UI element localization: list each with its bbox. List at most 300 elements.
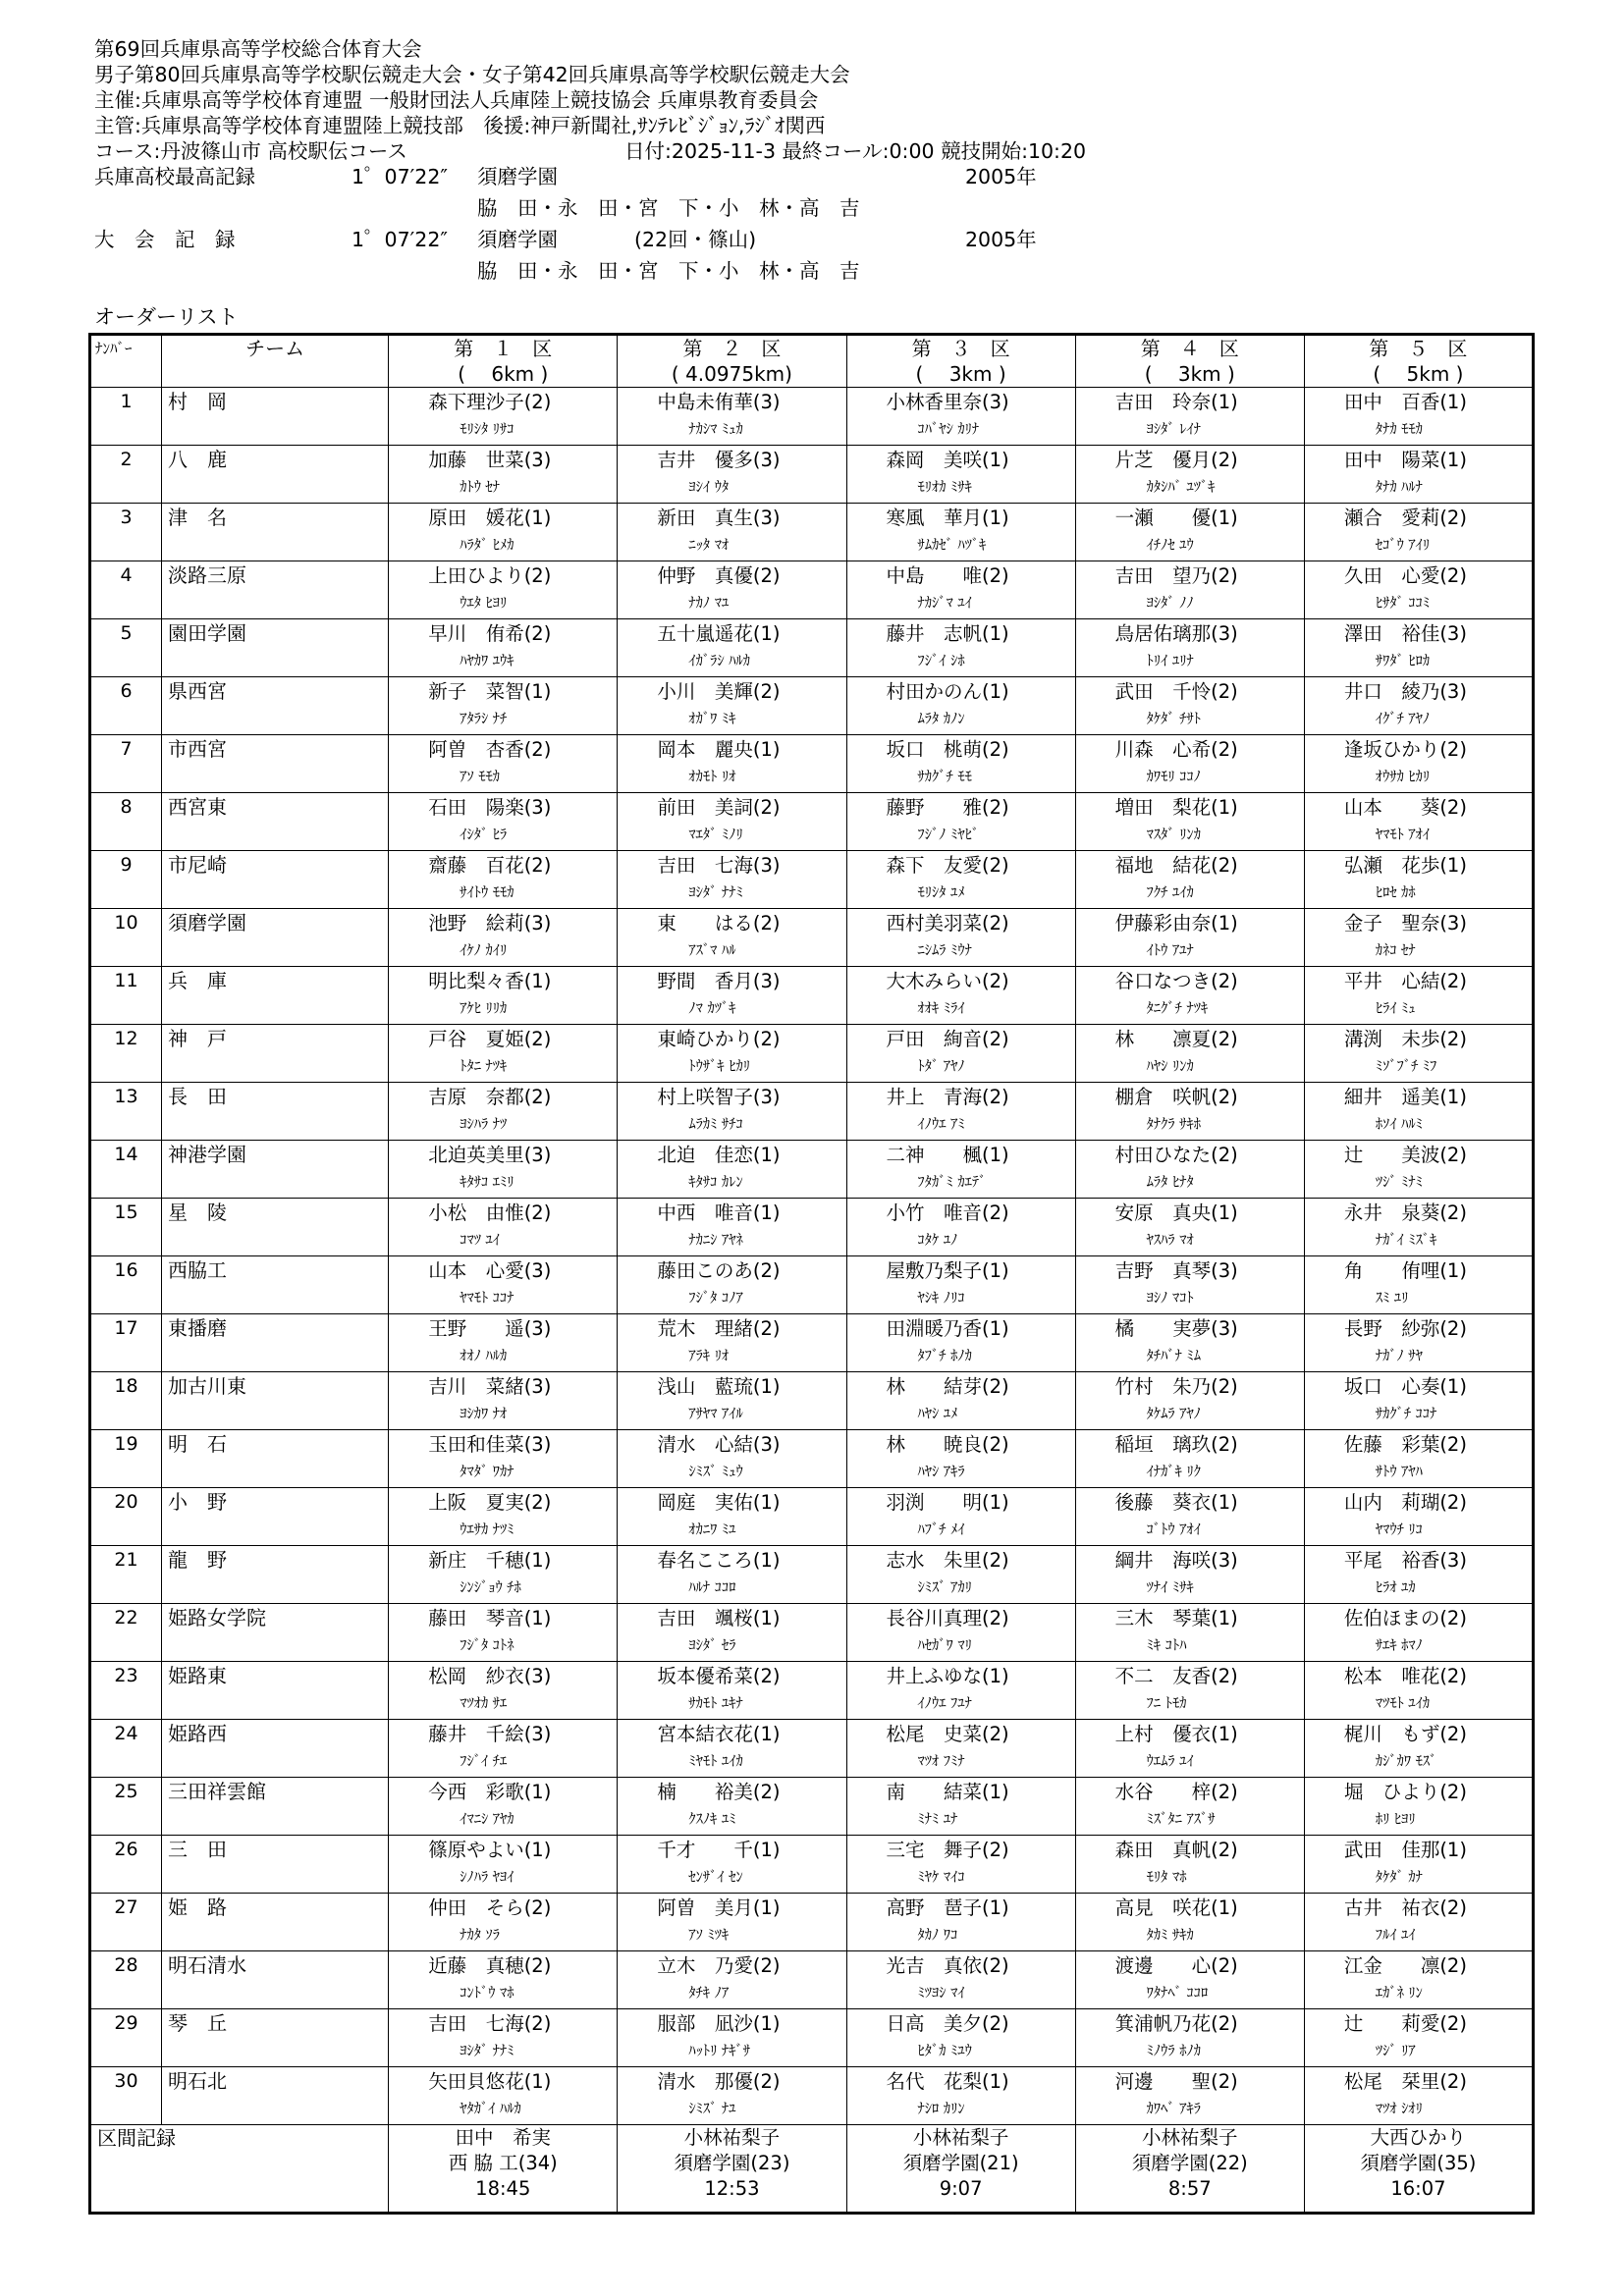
runner-name-leg5: 澤田 裕佳(3) <box>1343 622 1467 645</box>
meet-record-team: 須磨学園 <box>477 228 558 251</box>
runner-name-leg4: 村田ひなた(2) <box>1114 1144 1238 1166</box>
runner-name-leg2: 阿曽 美月(1) <box>657 1896 781 1919</box>
runner-name-leg2: 春名こころ(1) <box>657 1549 781 1572</box>
section-record-leg2-team: 須磨学園(23) <box>674 2152 790 2174</box>
team-number: 17 <box>114 1317 138 1339</box>
table-row <box>90 1894 1534 1951</box>
runner-kana-leg3: ﾏﾂｵ ﾌﾐﾅ <box>917 1754 965 1770</box>
runner-kana-leg2: ﾊﾙﾅ ｺｺﾛ <box>688 1580 736 1596</box>
runner-name-leg3: 井上ふゆな(1) <box>886 1665 1009 1687</box>
runner-kana-leg3: ｻｶｸﾞﾁ ﾓﾓ <box>917 770 972 785</box>
runner-kana-leg2: ﾅｶｼﾏ ﾐｭｶ <box>688 422 743 438</box>
runner-name-leg2: 荒木 理緒(2) <box>657 1317 781 1340</box>
runner-name-leg1: 原田 媛花(1) <box>428 507 552 529</box>
team-name: 姫路女学院 <box>168 1606 267 1629</box>
team-name: 市西宮 <box>168 737 228 761</box>
runner-name-leg3: 中島 唯(2) <box>886 564 1009 587</box>
runner-kana-leg2: ｲｶﾞﾗｼ ﾊﾙｶ <box>688 654 750 669</box>
runner-name-leg1: 森下理沙子(2) <box>428 391 552 413</box>
table-row <box>90 793 1534 851</box>
runner-kana-leg2: ｵｶﾓﾄ ﾘｵ <box>688 770 736 785</box>
runner-name-leg5: 井口 綾乃(3) <box>1343 680 1467 703</box>
section-record-leg5-time: 16:07 <box>1390 2177 1446 2200</box>
runner-kana-leg5: ｶｼﾞｶﾜ ﾓｽﾞ <box>1375 1754 1437 1770</box>
runner-name-leg3: 森下 友愛(2) <box>886 854 1009 877</box>
runner-name-leg1: 今西 彩歌(1) <box>428 1781 552 1803</box>
runner-name-leg3: 小竹 唯音(2) <box>886 1201 1009 1224</box>
runner-name-leg1: 早川 侑希(2) <box>428 622 552 645</box>
team-number: 25 <box>114 1781 138 1802</box>
table-row <box>90 1025 1534 1083</box>
runner-kana-leg2: ｻｶﾓﾄ ﾕｷﾅ <box>688 1696 743 1712</box>
runner-name-leg2: 五十嵐遥花(1) <box>657 622 781 645</box>
runner-kana-leg4: ﾀｶﾐ ｻｷｶ <box>1146 1928 1194 1944</box>
runner-kana-leg2: ﾏｴﾀﾞ ﾐﾉﾘ <box>688 828 743 843</box>
runner-name-leg2: 新田 真生(3) <box>657 507 781 529</box>
runner-kana-leg4: ﾏｽﾀﾞ ﾘﾝｶ <box>1146 828 1202 843</box>
runner-name-leg3: 村田かのん(1) <box>886 680 1009 703</box>
team-name: 長 田 <box>168 1085 228 1108</box>
runner-kana-leg5: ｲｸﾞﾁ ｱﾔﾉ <box>1375 712 1431 727</box>
runner-kana-leg2: ｱｿ ﾐﾂｷ <box>688 1928 730 1944</box>
runner-kana-leg5: ﾋｻﾀﾞ ｺｺﾐ <box>1375 596 1431 612</box>
race-title: 男子第80回兵庫県高等学校駅伝競走大会・女子第42回兵庫県高等学校駅伝競走大会 <box>94 63 850 86</box>
runner-kana-leg5: ｻｶｸﾞﾁ ｺｺﾅ <box>1375 1407 1437 1422</box>
runner-name-leg4: 伊藤彩由奈(1) <box>1114 912 1238 934</box>
team-name: 津 名 <box>168 506 228 529</box>
header-leg2: 第 ２ 区 <box>682 337 782 360</box>
runner-name-leg5: 細井 遥美(1) <box>1343 1086 1467 1108</box>
runner-name-leg5: 武田 佳那(1) <box>1343 1839 1467 1861</box>
runner-kana-leg3: ﾌﾀｶﾞﾐ ｶｴﾃﾞ <box>917 1175 987 1191</box>
runner-name-leg3: 井上 青海(2) <box>886 1086 1009 1108</box>
runner-name-leg1: 藤田 琴音(1) <box>428 1607 552 1629</box>
runner-kana-leg3: ﾄﾀﾞ ｱﾔﾉ <box>917 1059 965 1075</box>
order-list-title: オーダーリスト <box>94 305 239 329</box>
runner-kana-leg1: ﾅｶﾀ ｿﾗ <box>460 1928 501 1944</box>
runner-name-leg4: 林 凛夏(2) <box>1114 1028 1238 1050</box>
header-leg1-distance: ( 6km ) <box>458 362 549 386</box>
runner-kana-leg5: ﾅｶﾞﾉ ｻﾔ <box>1375 1349 1423 1364</box>
runner-name-leg5: 田中 百香(1) <box>1343 391 1467 413</box>
runner-kana-leg2: ﾖｼﾀﾞ ｾﾗ <box>688 1638 736 1654</box>
team-name: 村 岡 <box>168 390 228 413</box>
runner-name-leg1: 篠原やよい(1) <box>428 1839 552 1861</box>
runner-name-leg3: 藤井 志帆(1) <box>886 622 1009 645</box>
hs-record-runners: 脇 田・永 田・宮 下・小 林・高 吉 <box>477 196 860 220</box>
section-record-leg5-team: 須磨学園(35) <box>1360 2152 1477 2174</box>
runner-name-leg3: 松尾 史菜(2) <box>886 1723 1009 1745</box>
table-row <box>90 1546 1534 1604</box>
runner-kana-leg2: ｼﾐｽﾞ ﾅﾕ <box>688 2102 736 2117</box>
runner-name-leg3: 羽渕 明(1) <box>886 1491 1009 1514</box>
team-name: 兵 庫 <box>168 969 228 992</box>
runner-name-leg2: 吉田 颯桜(1) <box>657 1607 781 1629</box>
runner-name-leg2: 東 はる(2) <box>657 912 781 934</box>
team-number: 30 <box>114 2070 138 2092</box>
runner-kana-leg4: ｲﾄｳ ｱﾕﾅ <box>1146 943 1194 959</box>
runner-name-leg4: 橘 実夢(3) <box>1114 1317 1238 1340</box>
team-number: 3 <box>120 507 133 528</box>
runner-name-leg5: 堀 ひより(2) <box>1343 1781 1467 1803</box>
runner-kana-leg4: ﾐﾉｳﾗ ﾎﾉｶ <box>1146 2044 1202 2059</box>
runner-name-leg5: 辻 美波(2) <box>1343 1144 1467 1166</box>
section-record-leg1-time: 18:45 <box>475 2177 531 2200</box>
section-record-leg2-time: 12:53 <box>704 2177 760 2200</box>
runner-kana-leg5: ﾋﾗｲ ﾐｭ <box>1375 1001 1416 1017</box>
runner-name-leg5: 長野 紗弥(2) <box>1343 1317 1467 1340</box>
runner-name-leg5: 山内 莉瑚(2) <box>1343 1491 1467 1514</box>
team-number: 10 <box>114 912 138 934</box>
table-row <box>90 504 1534 561</box>
runner-kana-leg3: ﾊﾔｼ ｱｷﾗ <box>917 1465 965 1480</box>
runner-name-leg1: 矢田貝悠花(1) <box>428 2070 552 2093</box>
runner-kana-leg5: ﾀﾅｶ ﾊﾙﾅ <box>1375 480 1423 496</box>
runner-name-leg1: 上田ひより(2) <box>428 564 552 587</box>
runner-name-leg4: 吉野 真琴(3) <box>1114 1259 1238 1282</box>
runner-kana-leg5: ｻﾜﾀﾞ ﾋﾛｶ <box>1375 654 1431 669</box>
runner-kana-leg1: ﾊﾗﾀﾞ ﾋﾒｶ <box>460 538 514 554</box>
table-row <box>90 388 1534 446</box>
table-row <box>90 967 1534 1025</box>
runner-name-leg5: 松尾 栞里(2) <box>1343 2070 1467 2093</box>
runner-kana-leg4: ﾀｹﾀﾞ ﾁｻﾄ <box>1146 712 1202 727</box>
runner-name-leg1: 王野 遥(3) <box>428 1317 552 1340</box>
runner-name-leg4: 後藤 葵衣(1) <box>1114 1491 1238 1514</box>
team-name: 明石北 <box>168 2069 228 2093</box>
runner-name-leg5: 古井 祐衣(2) <box>1343 1896 1467 1919</box>
runner-name-leg3: 戸田 絢音(2) <box>886 1028 1009 1050</box>
runner-name-leg4: 川森 心希(2) <box>1114 738 1238 761</box>
runner-kana-leg1: ｼﾉﾊﾗ ﾔﾖｲ <box>460 1870 514 1886</box>
runner-name-leg5: 山本 葵(2) <box>1343 796 1467 819</box>
runner-kana-leg2: ｾﾝｻﾞｲ ｾﾝ <box>688 1870 743 1886</box>
team-name: 県西宮 <box>168 679 228 703</box>
runner-kana-leg5: ｴｶﾞﾈ ﾘﾝ <box>1375 1986 1423 2002</box>
runner-name-leg3: 林 結芽(2) <box>886 1375 1009 1398</box>
section-record-leg3-team: 須磨学園(21) <box>902 2152 1019 2174</box>
runner-kana-leg1: ﾌｼﾞｲ ﾁｴ <box>460 1754 508 1770</box>
course-line: コース:丹波篠山市 高校駅伝コース <box>94 139 407 163</box>
team-name: 明石清水 <box>168 1953 247 1977</box>
runner-kana-leg2: ｵｶﾆﾜ ﾐﾕ <box>688 1522 736 1538</box>
runner-kana-leg3: ﾆｼﾑﾗ ﾐｳﾅ <box>917 943 972 959</box>
runner-kana-leg1: ｱｿ ﾓﾓｶ <box>460 770 501 785</box>
team-number: 20 <box>114 1491 138 1513</box>
table-row <box>90 1256 1534 1314</box>
table-row <box>90 1662 1534 1720</box>
runner-kana-leg4: ﾌｸﾁ ﾕｲｶ <box>1146 885 1194 901</box>
runner-kana-leg2: ﾆｯﾀ ﾏｵ <box>688 538 730 554</box>
runner-name-leg2: 立木 乃愛(2) <box>657 1954 781 1977</box>
runner-name-leg1: 池野 絵莉(3) <box>428 912 552 934</box>
runner-name-leg5: 久田 心愛(2) <box>1343 564 1467 587</box>
runner-name-leg1: 上阪 夏実(2) <box>428 1491 552 1514</box>
runner-kana-leg1: ｳｴﾀ ﾋﾖﾘ <box>460 596 508 612</box>
team-name: 八 鹿 <box>168 448 228 471</box>
runner-name-leg1: 加藤 世菜(3) <box>428 449 552 471</box>
table-row <box>90 1720 1534 1778</box>
table-row <box>90 1430 1534 1488</box>
section-record-row <box>90 2125 1534 2214</box>
runner-name-leg5: 平尾 裕香(3) <box>1343 1549 1467 1572</box>
runner-kana-leg3: ｺﾊﾞﾔｼ ｶﾘﾅ <box>917 422 980 438</box>
runner-name-leg2: 浅山 藍琉(1) <box>657 1375 781 1398</box>
runner-kana-leg4: ﾀﾅｸﾗ ｻｷﾎ <box>1146 1117 1202 1133</box>
table-row <box>90 677 1534 735</box>
header-leg4-distance: ( 3km ) <box>1144 362 1235 386</box>
runner-kana-leg1: ﾔﾏﾓﾄ ｺｺﾅ <box>460 1291 514 1307</box>
date-line: 日付:2025-11-3 最終コール:0:00 競技開始:10:20 <box>624 139 1087 163</box>
table-row <box>90 561 1534 619</box>
runner-name-leg1: 玉田和佳菜(3) <box>428 1433 552 1456</box>
team-name: 明 石 <box>168 1432 228 1456</box>
runner-name-leg1: 吉田 七海(2) <box>428 2012 552 2035</box>
team-number: 29 <box>114 2012 138 2034</box>
runner-kana-leg2: ｷﾀｻｺ ｶﾚﾝ <box>688 1175 743 1191</box>
runner-kana-leg5: ｶﾈｺ ｾﾅ <box>1375 943 1416 959</box>
runner-kana-leg3: ﾅｶｼﾞﾏ ﾕｲ <box>917 596 972 612</box>
runner-name-leg5: 瀬合 愛莉(2) <box>1343 507 1467 529</box>
table-row <box>90 851 1534 909</box>
team-number: 24 <box>114 1723 138 1744</box>
runner-name-leg2: 野間 香月(3) <box>657 970 781 992</box>
runner-kana-leg5: ﾂｼﾞ ﾘｱ <box>1375 2044 1416 2059</box>
runner-name-leg1: 山本 心愛(3) <box>428 1259 552 1282</box>
runner-kana-leg3: ﾑﾗﾀ ｶﾉﾝ <box>917 712 965 727</box>
hs-record-year: 2005年 <box>965 165 1037 188</box>
runner-name-leg2: 吉田 七海(3) <box>657 854 781 877</box>
table-row <box>90 1314 1534 1372</box>
runner-kana-leg4: ﾌﾆ ﾄﾓｶ <box>1146 1696 1187 1712</box>
table-row <box>90 1778 1534 1836</box>
runner-kana-leg5: ﾋﾗｵ ﾕｶ <box>1375 1580 1416 1596</box>
runner-name-leg5: 溝渕 未歩(2) <box>1343 1028 1467 1050</box>
runner-name-leg3: 西村美羽菜(2) <box>886 912 1009 934</box>
runner-kana-leg2: ﾉﾏ ｶﾂﾞｷ <box>688 1001 736 1017</box>
runner-kana-leg3: ﾐﾂﾖｼ ﾏｲ <box>917 1986 965 2002</box>
runner-name-leg5: 弘瀬 花歩(1) <box>1343 854 1467 877</box>
team-name: 姫路西 <box>168 1722 228 1745</box>
runner-kana-leg1: ｱﾀﾗｼ ﾅﾁ <box>460 712 508 727</box>
runner-name-leg1: 明比梨々香(1) <box>428 970 552 992</box>
runner-kana-leg5: ｽﾐ ﾕﾘ <box>1375 1291 1409 1307</box>
runner-kana-leg1: ﾓﾘｼﾀ ﾘｻｺ <box>460 422 514 438</box>
runner-kana-leg5: ﾋﾛｾ ｶﾎ <box>1375 885 1416 901</box>
table-row <box>90 1604 1534 1662</box>
runner-name-leg2: 仲野 真優(2) <box>657 564 781 587</box>
runner-name-leg4: 棚倉 咲帆(2) <box>1114 1086 1238 1108</box>
runner-name-leg4: 安原 真央(1) <box>1114 1201 1238 1224</box>
table-row <box>90 1836 1534 1894</box>
runner-kana-leg3: ｵｵｷ ﾐﾗｲ <box>917 1001 965 1017</box>
table-row <box>90 909 1534 967</box>
header-leg3-distance: ( 3km ) <box>915 362 1006 386</box>
runner-kana-leg1: ｻｲﾄｳ ﾓﾓｶ <box>460 885 514 901</box>
team-number: 14 <box>114 1144 138 1165</box>
team-name: 龍 野 <box>168 1548 228 1572</box>
runner-name-leg1: 吉原 奈都(2) <box>428 1086 552 1108</box>
runner-kana-leg3: ﾔｼｷ ﾉﾘｺ <box>917 1291 965 1307</box>
header-leg2-distance: ( 4.0975km) <box>671 362 792 386</box>
runner-name-leg2: 吉井 優多(3) <box>657 449 781 471</box>
runner-name-leg4: 上村 優衣(1) <box>1114 1723 1238 1745</box>
runner-name-leg2: 服部 凪沙(1) <box>657 2012 781 2035</box>
team-number: 21 <box>114 1549 138 1571</box>
runner-kana-leg4: ﾑﾗﾀ ﾋﾅﾀ <box>1146 1175 1194 1191</box>
runner-name-leg3: 三宅 舞子(2) <box>886 1839 1009 1861</box>
runner-kana-leg3: ﾌｼﾞｲ ｼﾎ <box>917 654 965 669</box>
runner-name-leg3: 二神 楓(1) <box>886 1144 1009 1166</box>
team-number: 1 <box>120 391 133 412</box>
runner-name-leg4: 綱井 海咲(3) <box>1114 1549 1238 1572</box>
runner-name-leg1: 小松 由惟(2) <box>428 1201 552 1224</box>
team-number: 6 <box>120 680 133 702</box>
runner-name-leg5: 坂口 心奏(1) <box>1343 1375 1467 1398</box>
runner-kana-leg3: ﾓﾘｼﾀ ﾕﾒ <box>917 885 965 901</box>
team-number: 11 <box>114 970 138 991</box>
runner-kana-leg2: ﾄｳｻﾞｷ ﾋｶﾘ <box>688 1059 750 1075</box>
runner-kana-leg4: ﾊﾔｼ ﾘﾝｶ <box>1146 1059 1194 1075</box>
runner-name-leg2: 岡本 麗央(1) <box>657 738 781 761</box>
runner-kana-leg4: ﾖｼﾉ ﾏｺﾄ <box>1146 1291 1194 1307</box>
team-name: 加古川東 <box>168 1374 247 1398</box>
section-record-leg4-team: 須磨学園(22) <box>1131 2152 1248 2174</box>
runner-kana-leg5: ﾎﾘ ﾋﾖﾘ <box>1375 1812 1416 1828</box>
runner-name-leg2: 小川 美輝(2) <box>657 680 781 703</box>
meet-record-time: 1゜07′22″ <box>352 228 449 251</box>
runner-name-leg5: 平井 心結(2) <box>1343 970 1467 992</box>
runner-name-leg4: 不二 友香(2) <box>1114 1665 1238 1687</box>
header-leg3: 第 ３ 区 <box>911 337 1010 360</box>
header-leg4: 第 ４ 区 <box>1140 337 1239 360</box>
runner-kana-leg1: ﾖｼﾀﾞ ﾅﾅﾐ <box>460 2044 514 2059</box>
header-leg5-distance: ( 5km ) <box>1373 362 1464 386</box>
team-name: 小 野 <box>168 1490 228 1514</box>
runner-name-leg1: 近藤 真穂(2) <box>428 1954 552 1977</box>
runner-name-leg2: 村上咲智子(3) <box>657 1086 781 1108</box>
table-row <box>90 619 1534 677</box>
team-name: 市尼崎 <box>168 853 228 877</box>
header-leg1: 第 １ 区 <box>454 337 553 360</box>
table-row <box>90 1199 1534 1256</box>
runner-kana-leg4: ｲﾁﾉｾ ﾕｳ <box>1146 538 1194 554</box>
runner-name-leg4: 森田 真帆(2) <box>1114 1839 1238 1861</box>
runner-kana-leg1: ﾀﾏﾀﾞ ﾜｶﾅ <box>460 1465 514 1480</box>
hs-record-time: 1゜07′22″ <box>352 165 449 188</box>
runner-kana-leg1: ｺﾝﾄﾞｳ ﾏﾎ <box>460 1986 514 2002</box>
section-record-leg4-time: 8:57 <box>1167 2177 1212 2200</box>
runner-kana-leg3: ﾀｶﾉ ﾜｺ <box>917 1928 958 1944</box>
runner-name-leg1: 吉川 菜緒(3) <box>428 1375 552 1398</box>
runner-kana-leg5: ｵｳｻｶ ﾋｶﾘ <box>1375 770 1431 785</box>
team-name: 三 田 <box>168 1838 228 1861</box>
team-number: 18 <box>114 1375 138 1397</box>
runner-kana-leg4: ﾀｹﾑﾗ ｱﾔﾉ <box>1146 1407 1202 1422</box>
management-line: 主管:兵庫県高等学校体育連盟陸上競技部 後援:神戸新聞社,ｻﾝﾃﾚﾋﾞｼﾞｮﾝ,ﾗｼﾞｵ関西 <box>94 114 826 137</box>
meet-record-runners: 脇 田・永 田・宮 下・小 林・高 吉 <box>477 259 860 283</box>
order-table <box>88 333 1535 2215</box>
runner-kana-leg2: ﾐﾔﾓﾄ ﾕｲｶ <box>688 1754 743 1770</box>
runner-name-leg4: 鳥居佑璃那(3) <box>1114 622 1238 645</box>
runner-name-leg4: 三木 琴葉(1) <box>1114 1607 1238 1629</box>
runner-name-leg2: 中島未侑華(3) <box>657 391 781 413</box>
runner-kana-leg5: ｻｴｷ ﾎﾏﾉ <box>1375 1638 1423 1654</box>
runner-kana-leg5: ﾏﾂﾓﾄ ﾕｲｶ <box>1375 1696 1431 1712</box>
team-name: 須磨学園 <box>168 911 247 934</box>
section-record-leg3-time: 9:07 <box>939 2177 983 2200</box>
runner-kana-leg1: ｲﾏﾆｼ ｱﾔｶ <box>460 1812 514 1828</box>
runner-kana-leg2: ｱｻﾔﾏ ｱｲﾙ <box>688 1407 743 1422</box>
runner-kana-leg3: ｼﾐｽﾞ ｱｶﾘ <box>917 1580 972 1596</box>
runner-kana-leg1: ﾖｼｶﾜ ﾅｵ <box>460 1407 508 1422</box>
runner-kana-leg2: ﾌｼﾞﾀ ｺﾉｱ <box>688 1291 743 1307</box>
runner-kana-leg3: ﾅｼﾛ ｶﾘﾝ <box>917 2102 965 2117</box>
team-name: 琴 丘 <box>168 2011 228 2035</box>
runner-kana-leg5: ﾎｿｲ ﾊﾙﾐ <box>1375 1117 1423 1133</box>
section-record-leg3-runner: 小林祐梨子 <box>912 2126 1009 2149</box>
section-record-label: 区間記録 <box>97 2126 176 2150</box>
runner-name-leg5: 梶川 もず(2) <box>1343 1723 1467 1745</box>
runner-name-leg3: 小林香里奈(3) <box>886 391 1009 413</box>
runner-name-leg4: 河邊 聖(2) <box>1114 2070 1238 2093</box>
runner-name-leg4: 吉田 玲奈(1) <box>1114 391 1238 413</box>
meet-record-label: 大 会 記 録 <box>94 228 236 251</box>
runner-name-leg5: 永井 泉葵(2) <box>1343 1201 1467 1224</box>
runner-kana-leg3: ﾋﾀﾞｶ ﾐﾕｳ <box>917 2044 972 2059</box>
section-record-leg1-team: 西 脇 工(34) <box>448 2152 558 2174</box>
runner-name-leg3: 南 結菜(1) <box>886 1781 1009 1803</box>
section-record-leg1-runner: 田中 希実 <box>455 2126 552 2149</box>
table-row <box>90 1372 1534 1430</box>
runner-kana-leg3: ｺﾀｹ ﾕﾉ <box>917 1233 958 1249</box>
runner-name-leg4: 箕浦帆乃花(2) <box>1114 2012 1238 2035</box>
runner-name-leg1: 石田 陽楽(3) <box>428 796 552 819</box>
runner-kana-leg4: ﾀﾁﾊﾞﾅ ﾐﾑ <box>1146 1349 1202 1364</box>
runner-kana-leg1: ｱｹﾋ ﾘﾘｶ <box>460 1001 508 1017</box>
meet-record-note: (22回・篠山) <box>634 228 757 251</box>
runner-kana-leg4: ﾖｼﾀﾞ ﾉﾉ <box>1146 596 1194 612</box>
runner-kana-leg2: ｱﾗｷ ﾘｵ <box>688 1349 730 1364</box>
team-number: 9 <box>120 854 133 876</box>
table-header-row <box>90 335 1534 388</box>
runner-kana-leg1: ｳｴｻｶ ﾅﾂﾐ <box>460 1522 514 1538</box>
runner-kana-leg3: ｻﾑｶｾﾞ ﾊﾂﾞｷ <box>917 538 987 554</box>
runner-kana-leg3: ﾀﾌﾞﾁ ﾎﾉｶ <box>917 1349 972 1364</box>
runner-name-leg4: 片芝 優月(2) <box>1114 449 1238 471</box>
runner-kana-leg4: ﾖｼﾀﾞ ﾚｲﾅ <box>1146 422 1202 438</box>
team-name: 姫路東 <box>168 1664 228 1687</box>
runner-kana-leg1: ﾌｼﾞﾀ ｺﾄﾈ <box>460 1638 514 1654</box>
runner-name-leg2: 清水 心結(3) <box>657 1433 781 1456</box>
runner-kana-leg5: ﾀﾅｶ ﾓﾓｶ <box>1375 422 1423 438</box>
runner-name-leg3: 寒風 華月(1) <box>886 507 1009 529</box>
table-row <box>90 1141 1534 1199</box>
runner-kana-leg3: ﾌｼﾞﾉ ﾐﾔﾋﾞ <box>917 828 980 843</box>
section-record-leg5-runner: 大西ひかり <box>1370 2126 1467 2149</box>
runner-kana-leg4: ｺﾞﾄｳ ｱｵｲ <box>1146 1522 1202 1538</box>
team-name: 淡路三原 <box>168 563 247 587</box>
runner-kana-leg5: ｾｺﾞｳ ｱｲﾘ <box>1375 538 1431 554</box>
team-name: 神 戸 <box>168 1027 228 1050</box>
hs-record-label: 兵庫高校最高記録 <box>94 165 255 188</box>
team-number: 27 <box>114 1896 138 1918</box>
runner-kana-leg4: ﾔｽﾊﾗ ﾏｵ <box>1146 1233 1194 1249</box>
runner-name-leg4: 一瀬 優(1) <box>1114 507 1238 529</box>
runner-name-leg4: 稲垣 璃玖(2) <box>1114 1433 1238 1456</box>
runner-name-leg4: 高見 咲花(1) <box>1114 1896 1238 1919</box>
runner-name-leg2: 清水 那優(2) <box>657 2070 781 2093</box>
